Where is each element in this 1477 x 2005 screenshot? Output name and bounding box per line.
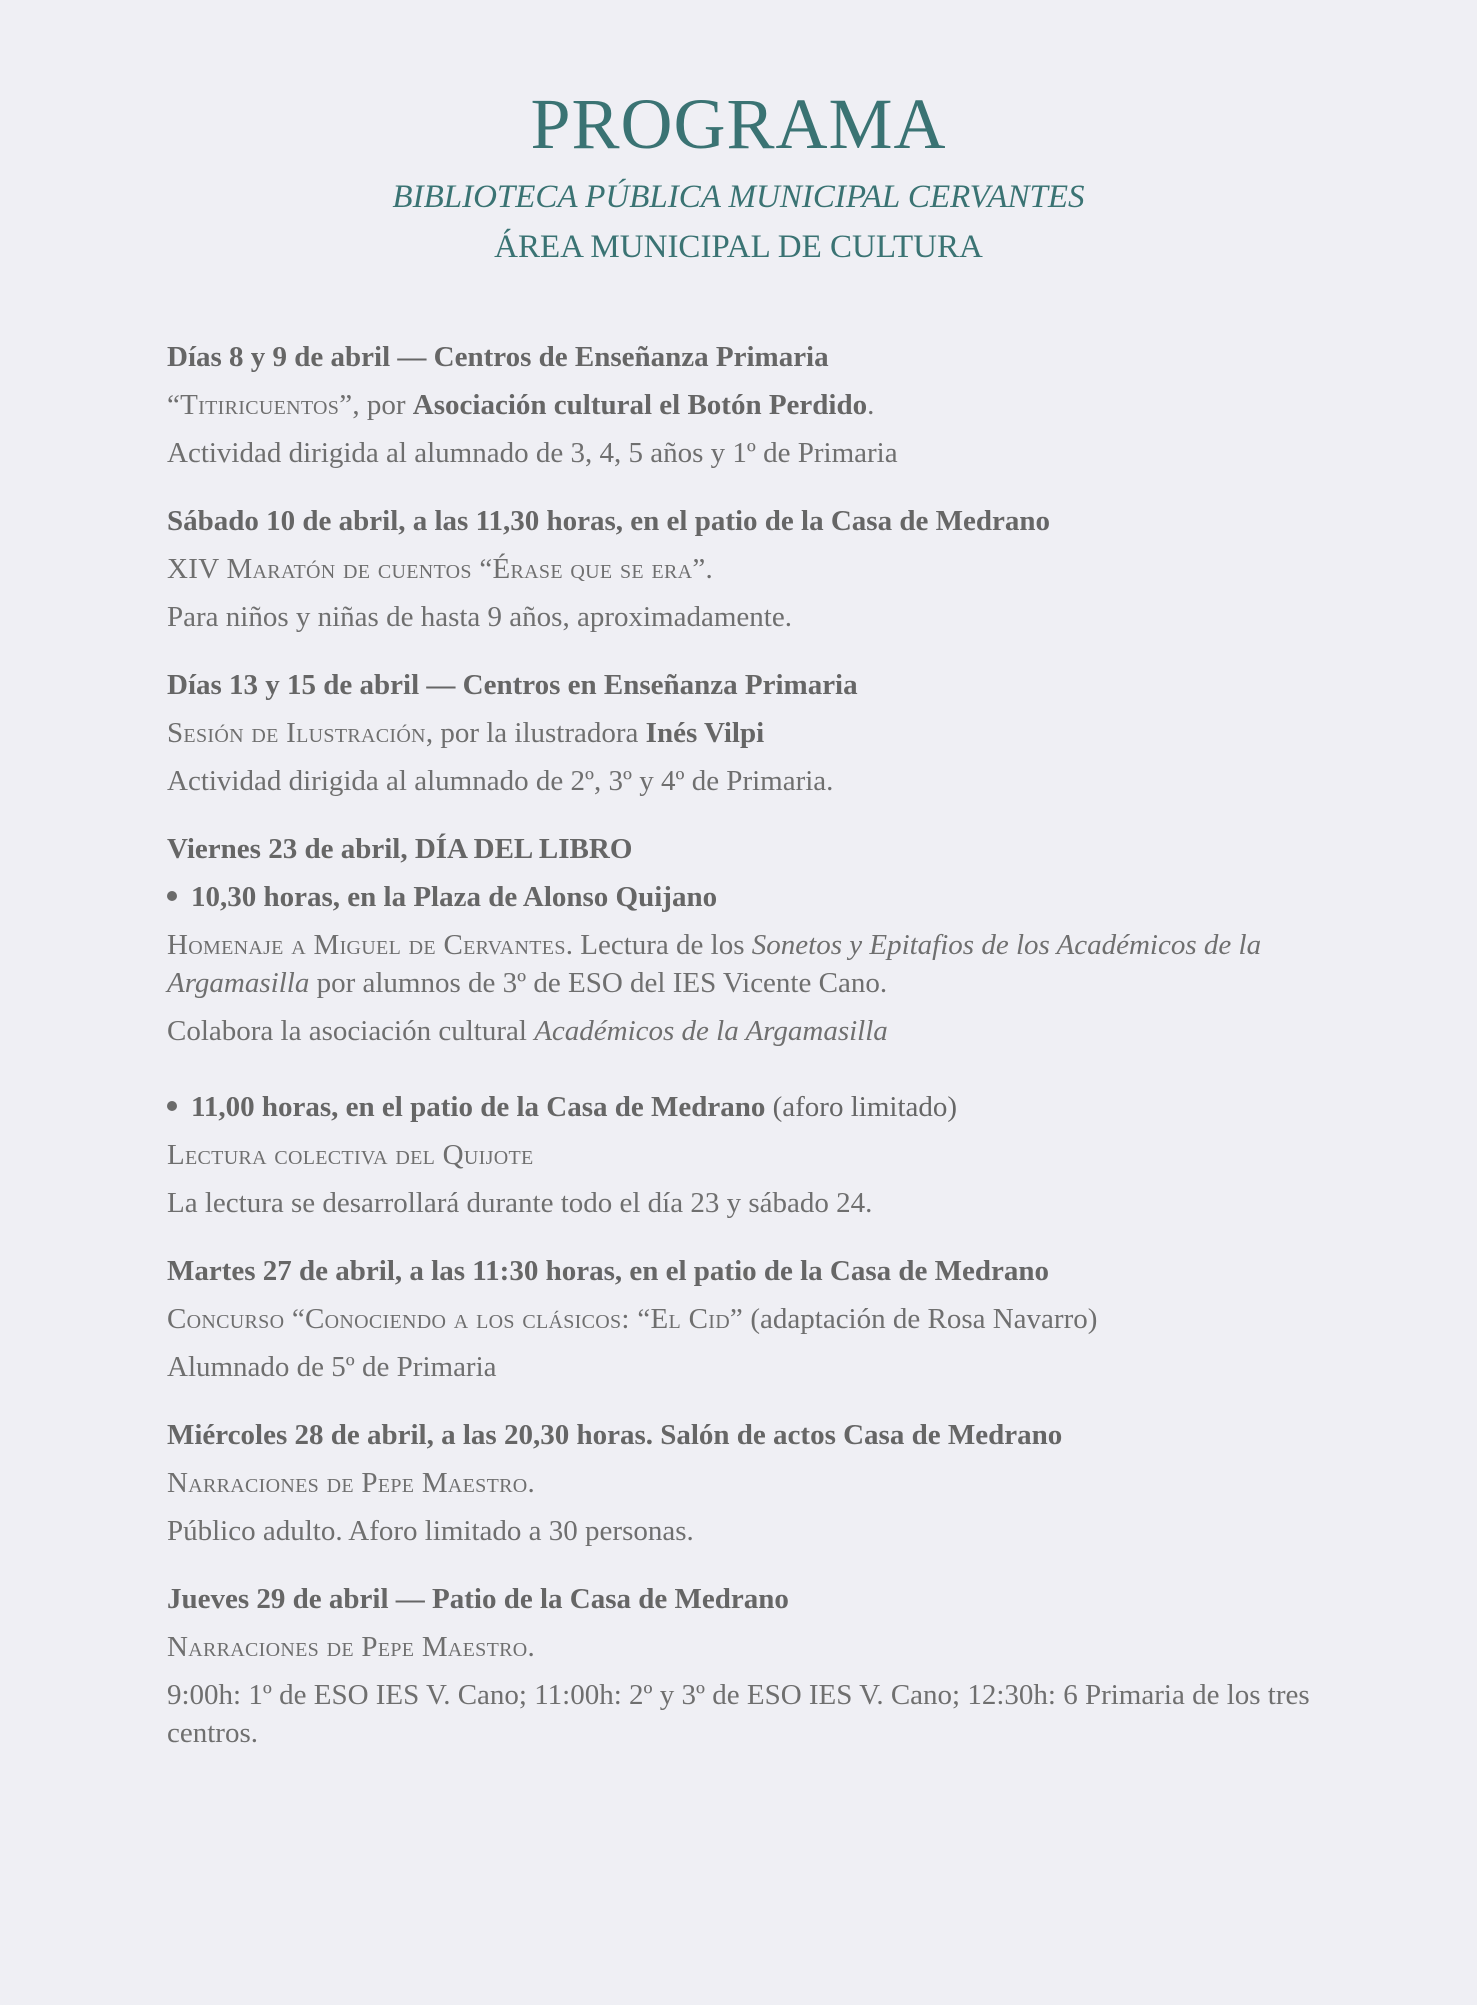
event-audience: Para niños y niñas de hasta 9 años, aproximadamente. [167, 601, 792, 633]
event-activity [167, 1628, 1327, 1666]
activity-text-end: (adaptación de Rosa Navarro) [743, 1303, 1098, 1335]
activity-text-end: . [527, 1631, 535, 1663]
activity-text: . Lectura de los [565, 929, 752, 961]
event-april-10 [167, 502, 1327, 636]
page-title: PROGRAMA [530, 84, 947, 164]
activity-illustrator: Inés Vilpi [645, 717, 765, 749]
event-activity [167, 714, 1327, 752]
library-subtitle: BIBLIOTECA PÚBLICA MUNICIPAL CERVANTES [392, 179, 1085, 215]
activity-organizer: Asociación cultural el Botón Perdido [412, 389, 868, 421]
event-activity [167, 1136, 1327, 1174]
event-collaborator [167, 1012, 1327, 1050]
event-audience: Alumnado de 5º de Primaria [167, 1351, 497, 1383]
header [0, 82, 1477, 270]
event-heading: Sábado 10 de abril, a las 11,30 horas, en el patio de la Casa de Medrano [167, 505, 1050, 537]
activity-text-end: por alumnos de 3º de ESO del IES Vicente Cano. [309, 967, 888, 999]
activity-text: , por la ilustradora [425, 717, 646, 749]
activity-text: , por [352, 389, 413, 421]
activity-text-end: . [527, 1467, 535, 1499]
collaborator-text: Colabora la asociación cultural [167, 1015, 535, 1047]
event-schedule: 9:00h: 1º de ESO IES V. Cano; 11:00h: 2º y 3º de ESO IES V. Cano; 12:30h: 6 Primaria de los tres centros. [167, 1679, 1310, 1749]
area-subtitle: ÁREA MUNICIPAL DE CULTURA [494, 229, 983, 265]
event-audience: Actividad dirigida al alumnado de 2º, 3º y 4º de Primaria. [167, 765, 834, 797]
bullet-icon [167, 891, 177, 901]
event-heading: Miércoles 28 de abril, a las 20,30 horas. Salón de actos Casa de Medrano [167, 1419, 1063, 1451]
activity-title: Lectura colectiva del Quijote [167, 1139, 534, 1171]
activity-title: Homenaje a Miguel de Cervantes [167, 929, 566, 961]
event-april-29 [167, 1580, 1327, 1752]
event-april-8-9 [167, 338, 1327, 472]
activity-text-end: . [867, 389, 875, 421]
event-april-28 [167, 1416, 1327, 1550]
event-activity [167, 1464, 1327, 1502]
event-heading: Días 8 y 9 de abril — Centros de Enseñanza Primaria [167, 341, 829, 373]
activity-title: Narraciones de Pepe Maestro [167, 1467, 528, 1499]
activity-title: Sesión de Ilustración [167, 717, 426, 749]
activity-book-title: Sonetos y Epitafios de los Académicos de la Argamasilla [167, 929, 1262, 999]
bullet-icon [167, 1101, 177, 1111]
event-audience: Público adulto. Aforo limitado a 30 personas. [167, 1515, 694, 1547]
event-april-27 [167, 1252, 1327, 1386]
activity-text-end: . [705, 553, 713, 585]
event-activity [167, 926, 1327, 1002]
event-april-13-15 [167, 666, 1327, 800]
event-audience: Actividad dirigida al alumnado de 3, 4, 5 años y 1º de Primaria [167, 437, 898, 469]
event-heading: Jueves 29 de abril — Patio de la Casa de Medrano [167, 1583, 789, 1615]
bullet-heading-note: (aforo limitado) [765, 1091, 958, 1123]
activity-title: “Titiricuentos” [167, 389, 353, 421]
event-activity [167, 386, 1327, 424]
event-april-23 [167, 830, 1327, 1222]
collaborator-name: Académicos de la Argamasilla [534, 1015, 888, 1047]
bullet-heading-text: 10,30 horas, en la Plaza de Alonso Quijano [191, 881, 718, 913]
activity-title: Narraciones de Pepe Maestro [167, 1631, 528, 1663]
event-heading: Días 13 y 15 de abril — Centros en Enseñanza Primaria [167, 669, 858, 701]
bullet-heading-text: 11,00 horas, en el patio de la Casa de Medrano [191, 1091, 766, 1123]
bullet-item-1100 [167, 1088, 1327, 1126]
event-activity [167, 1300, 1327, 1338]
bullet-item-1030 [167, 878, 1327, 916]
activity-title: XIV Maratón de cuentos “Érase que se era” [167, 553, 706, 585]
event-heading: Viernes 23 de abril, DÍA DEL LIBRO [167, 833, 633, 865]
program-content [167, 338, 1327, 1782]
event-activity [167, 550, 1327, 588]
activity-title: Concurso “Conociendo a los clásicos: “El Cid” [167, 1303, 744, 1335]
event-heading: Martes 27 de abril, a las 11:30 horas, en el patio de la Casa de Medrano [167, 1255, 1050, 1287]
event-note: La lectura se desarrollará durante todo el día 23 y sábado 24. [167, 1187, 873, 1219]
